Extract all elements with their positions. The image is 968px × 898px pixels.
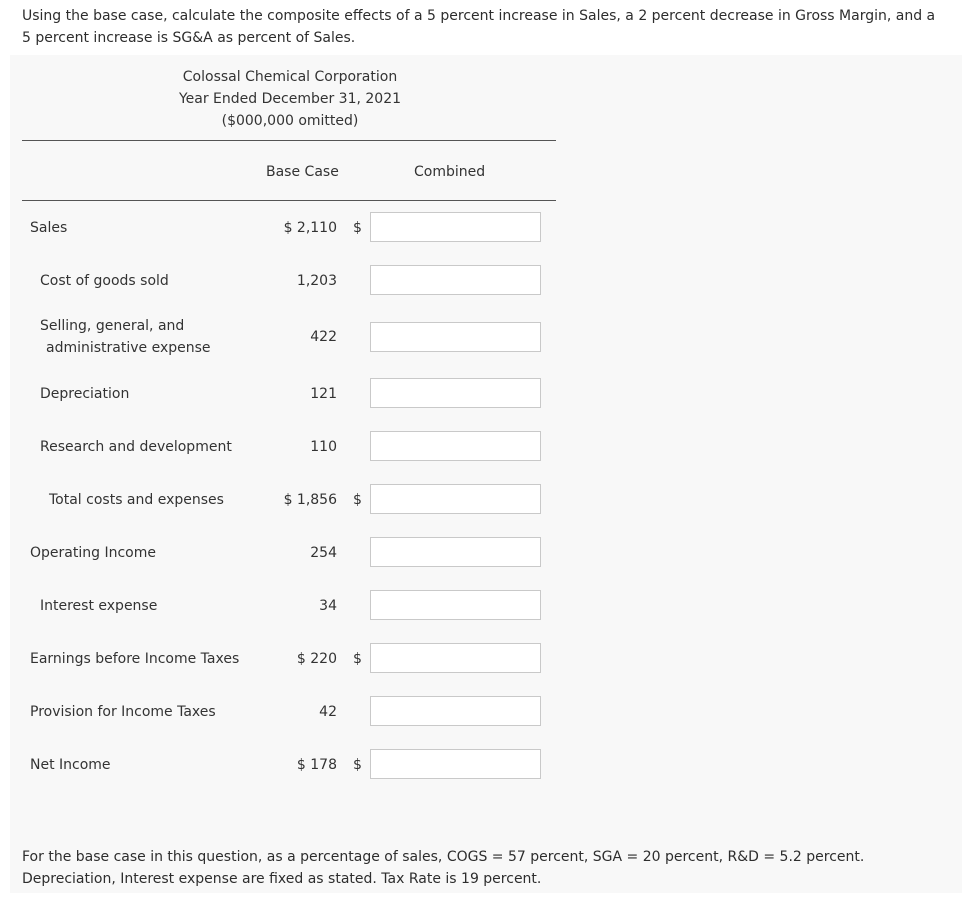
base-value-sales: $ 2,110	[283, 220, 337, 236]
row-label-interest-expense: Interest expense	[40, 598, 158, 614]
base-value-sga: 422	[310, 329, 337, 345]
combined-input-net-income[interactable]	[370, 749, 541, 779]
base-value-total-costs: $ 1,856	[283, 492, 337, 508]
column-header-combined: Combined	[414, 164, 486, 180]
statement-period: Year Ended December 31, 2021	[178, 91, 402, 107]
row-label-total-costs: Total costs and expenses	[49, 492, 224, 508]
dollar-sign-total-costs: $	[353, 492, 362, 508]
row-label-operating-income: Operating Income	[30, 545, 156, 561]
combined-input-ebt[interactable]	[370, 643, 541, 673]
footnote-text: For the base case in this question, as a percentage of sales, COGS = 57 percent, SGA = 20 percent, R&D = 5.2 percent. Depreciation, Interest expense are fixed as stated. Tax Rate is 19 percent.	[22, 849, 865, 887]
row-label-sga-line2: administrative expense	[46, 340, 211, 356]
base-value-cogs: 1,203	[296, 273, 337, 289]
base-value-net-income: $ 178	[296, 757, 337, 773]
combined-input-interest-expense[interactable]	[370, 590, 541, 620]
column-header-base-case: Base Case	[266, 164, 339, 180]
statement-units: ($000,000 omitted)	[221, 113, 359, 129]
combined-input-total-costs[interactable]	[370, 484, 541, 514]
base-value-operating-income: 254	[310, 545, 337, 561]
base-value-ebt: $ 220	[296, 651, 337, 667]
base-value-income-tax: 42	[319, 704, 337, 720]
combined-input-sales[interactable]	[370, 212, 541, 242]
dollar-sign-net-income: $	[353, 757, 362, 773]
combined-input-rnd[interactable]	[370, 431, 541, 461]
base-value-rnd: 110	[310, 439, 337, 455]
row-label-net-income: Net Income	[30, 757, 111, 773]
header-bottom-rule	[22, 200, 556, 201]
row-label-sga-line1: Selling, general, and	[40, 318, 185, 334]
company-name: Colossal Chemical Corporation	[182, 69, 398, 85]
row-label-ebt: Earnings before Income Taxes	[30, 651, 240, 667]
question-text: Using the base case, calculate the composite effects of a 5 percent increase in Sales, a 2 percent decrease in Gross Margin, and a 5 percent increase is SG&A as percent of Sales.	[22, 8, 936, 46]
combined-input-cogs[interactable]	[370, 265, 541, 295]
row-label-cogs: Cost of goods sold	[40, 273, 169, 289]
combined-input-sga[interactable]	[370, 322, 541, 352]
combined-input-depreciation[interactable]	[370, 378, 541, 408]
dollar-sign-ebt: $	[353, 651, 362, 667]
header-top-rule	[22, 140, 556, 141]
base-value-interest-expense: 34	[319, 598, 337, 614]
combined-input-income-tax[interactable]	[370, 696, 541, 726]
base-value-depreciation: 121	[310, 386, 337, 402]
combined-input-operating-income[interactable]	[370, 537, 541, 567]
row-label-depreciation: Depreciation	[40, 386, 130, 402]
dollar-sign-sales: $	[353, 220, 362, 236]
row-label-sales: Sales	[30, 220, 68, 236]
row-label-income-tax: Provision for Income Taxes	[30, 704, 216, 720]
row-label-rnd: Research and development	[40, 439, 232, 455]
